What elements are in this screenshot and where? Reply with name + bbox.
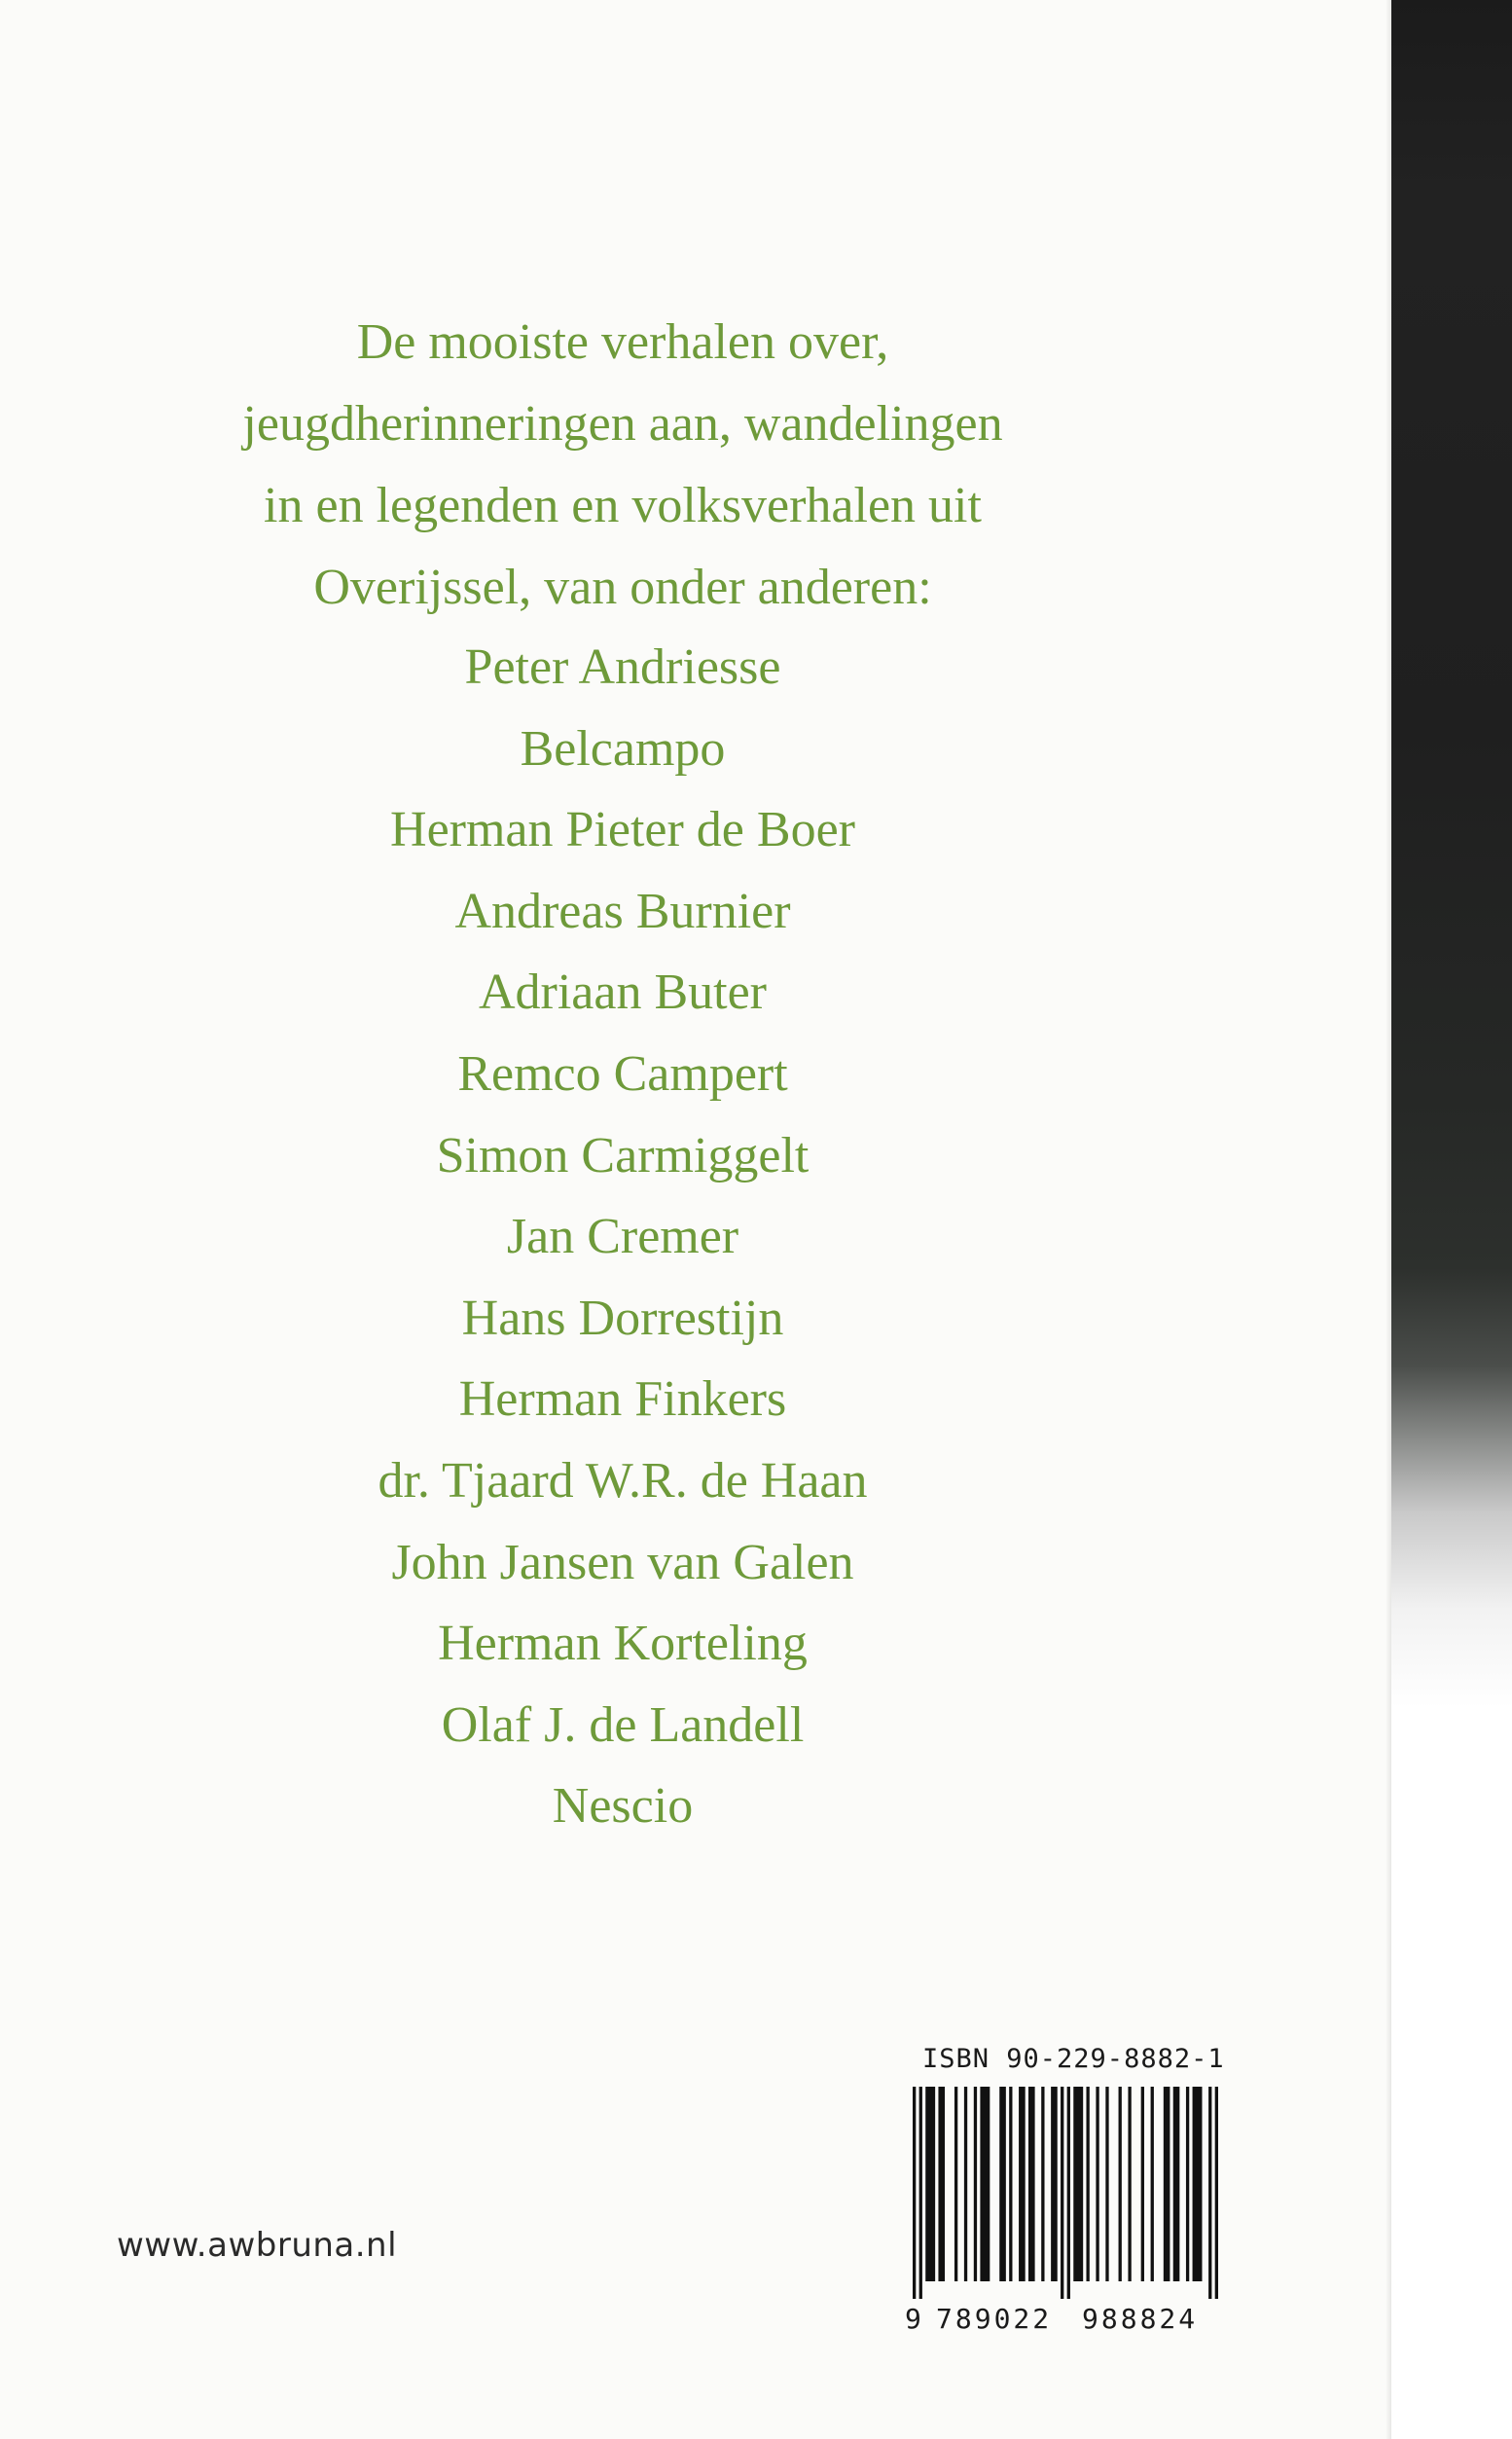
barcode-bar — [1028, 2087, 1035, 2281]
barcode-bar — [1173, 2087, 1180, 2281]
barcode-bar — [1119, 2087, 1122, 2281]
barcode-bar — [925, 2087, 935, 2281]
barcode-bar — [1086, 2087, 1089, 2281]
ean-right-digits: 988824 — [1082, 2303, 1199, 2335]
author-list — [156, 627, 1090, 1847]
author-name: Herman Finkers — [458, 1371, 787, 1428]
author-name: Belcampo — [520, 720, 726, 777]
isbn-label: ISBN 90-229-8882-1 — [922, 2044, 1225, 2074]
author-name: dr. Tjaard W.R. de Haan — [378, 1452, 868, 1509]
blurb-line: jeugdherinneringen aan, wandelingen — [242, 396, 1003, 452]
barcode-bar — [1073, 2087, 1083, 2281]
barcode-bar — [1105, 2087, 1108, 2281]
ean-first-digit: 9 — [905, 2303, 921, 2335]
barcode-bar — [1019, 2087, 1026, 2281]
blurb-line: De mooiste verhalen over, — [356, 314, 889, 370]
author-name: Jan Cremer — [506, 1209, 739, 1265]
author-name: Hans Dorrestijn — [461, 1290, 784, 1346]
barcode-bar — [954, 2087, 957, 2281]
author-name: John Jansen van Galen — [391, 1534, 854, 1590]
blurb-line: in en legenden en volksverhalen uit — [264, 478, 982, 533]
barcode-bar — [980, 2087, 990, 2281]
blurb-text — [156, 302, 1090, 629]
barcode-bar — [999, 2087, 1006, 2281]
author-name: Herman Pieter de Boer — [390, 802, 855, 858]
barcode-bar — [1051, 2087, 1058, 2281]
author-name: Olaf J. de Landell — [441, 1696, 805, 1753]
barcode-guard-bar — [1067, 2087, 1070, 2299]
author-name: Herman Korteling — [438, 1616, 808, 1672]
barcode-bar — [1151, 2087, 1154, 2281]
author-name: Remco Campert — [457, 1045, 788, 1102]
author-name: Peter Andriesse — [464, 639, 781, 695]
author-name: Nescio — [552, 1778, 694, 1835]
barcode-bar — [1141, 2087, 1144, 2281]
ean-left-digits: 789022 — [936, 2303, 1053, 2335]
book-spine — [1391, 0, 1512, 2439]
barcode-bar — [1164, 2087, 1170, 2281]
barcode-image — [913, 2087, 1218, 2299]
barcode-bar — [938, 2087, 945, 2281]
barcode-bar — [1041, 2087, 1044, 2281]
barcode-guard-bar — [1208, 2087, 1211, 2299]
author-name: Simon Carmiggelt — [436, 1127, 810, 1183]
barcode-bar — [964, 2087, 967, 2281]
barcode-guard-bar — [913, 2087, 916, 2299]
author-name: Andreas Burnier — [454, 883, 791, 939]
barcode-bar — [1186, 2087, 1189, 2281]
barcode-bar — [1096, 2087, 1098, 2281]
publisher-website[interactable]: www.awbruna.nl — [117, 2226, 398, 2265]
barcode-bar — [1128, 2087, 1131, 2281]
barcode-guard-bar — [919, 2087, 922, 2299]
barcode-guard-bar — [1061, 2087, 1063, 2299]
barcode-bar — [1009, 2087, 1012, 2281]
barcode-guard-bar — [1215, 2087, 1218, 2299]
barcode-bar — [974, 2087, 977, 2281]
blurb-line: Overijssel, van onder anderen: — [313, 560, 932, 615]
barcode-bar — [1193, 2087, 1203, 2281]
author-name: Adriaan Buter — [478, 965, 767, 1021]
